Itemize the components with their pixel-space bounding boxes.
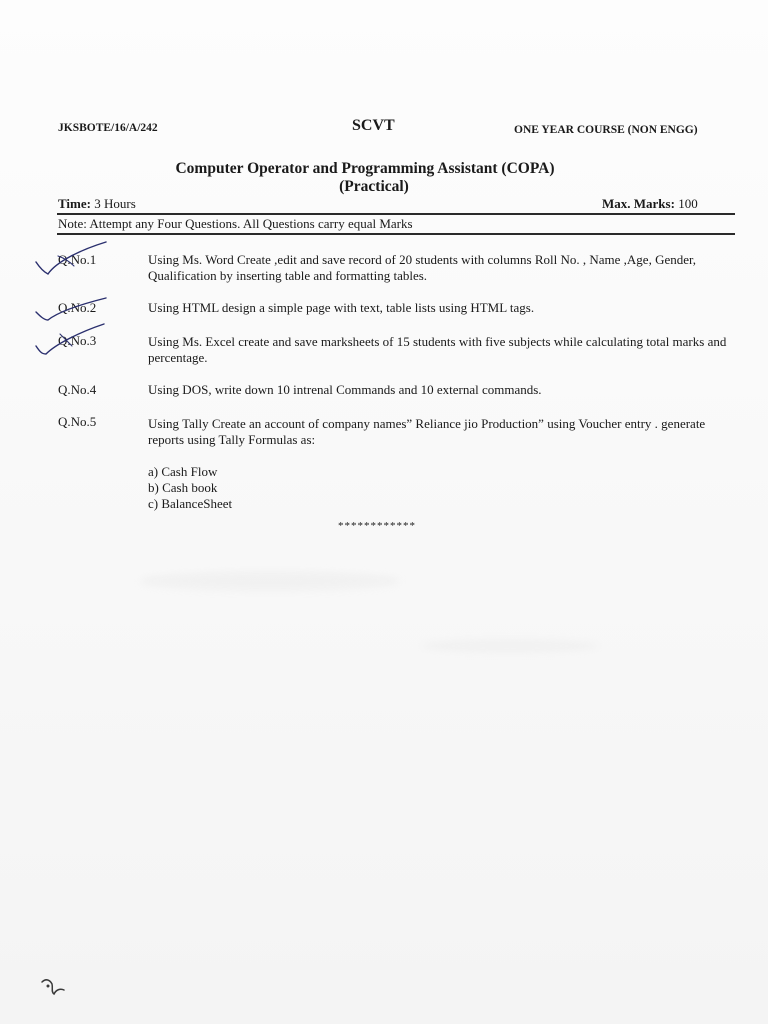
divider [57, 213, 735, 215]
question-number: Q.No.2 [58, 300, 97, 315]
question-number: Q.No.5 [58, 414, 97, 429]
divider [57, 233, 735, 235]
question-text: Using DOS, write down 10 intrenal Commands and 10 external commands. [148, 382, 542, 397]
question-number: Q.No.1 [58, 252, 97, 267]
exam-title: Computer Operator and Programming Assistant (COPA) [175, 160, 555, 177]
ink-smudge-icon [38, 974, 68, 998]
question-number: Q.No.4 [58, 382, 97, 397]
time-label: Time: [58, 196, 91, 211]
max-marks [602, 196, 698, 212]
scan-smudge [420, 640, 600, 652]
paper-code: JKSBOTE/16/A/242 [58, 122, 158, 134]
question-text: Using Ms. Word Create ,edit and save record of 20 students with columns Roll No. , Name ,Age, Gender, Qualification by inserting table and formatting tables. [148, 252, 697, 283]
time-value: 3 Hours [94, 196, 136, 211]
marks-label: Max. Marks: [602, 196, 675, 211]
question-text: Using HTML design a simple page with text, table lists using HTML tags. [148, 300, 535, 315]
question-text: Using Tally Create an account of company names” Reliance jio Production” using Voucher entry . generate reports using Tally Formulas as: [148, 416, 706, 447]
report-item: c) BalanceSheet [148, 496, 233, 511]
board-name: SCVT [352, 117, 395, 134]
question-number: Q.No.3 [58, 333, 97, 348]
marks-value: 100 [678, 196, 698, 211]
time-allowed [58, 196, 136, 212]
report-item: b) Cash book [148, 480, 218, 495]
report-list [148, 464, 232, 512]
exam-subtitle: (Practical) [339, 178, 409, 195]
instructions-note: Note: Attempt any Four Questions. All Questions carry equal Marks [58, 216, 413, 231]
question-text: Using Ms. Excel create and save marksheets of 15 students with five subjects while calculating total marks and percentage. [148, 334, 727, 365]
report-item: a) Cash Flow [148, 464, 218, 479]
end-marker: ************ [338, 520, 416, 532]
course-name: ONE YEAR COURSE (NON ENGG) [514, 124, 698, 136]
scan-smudge [140, 572, 400, 590]
